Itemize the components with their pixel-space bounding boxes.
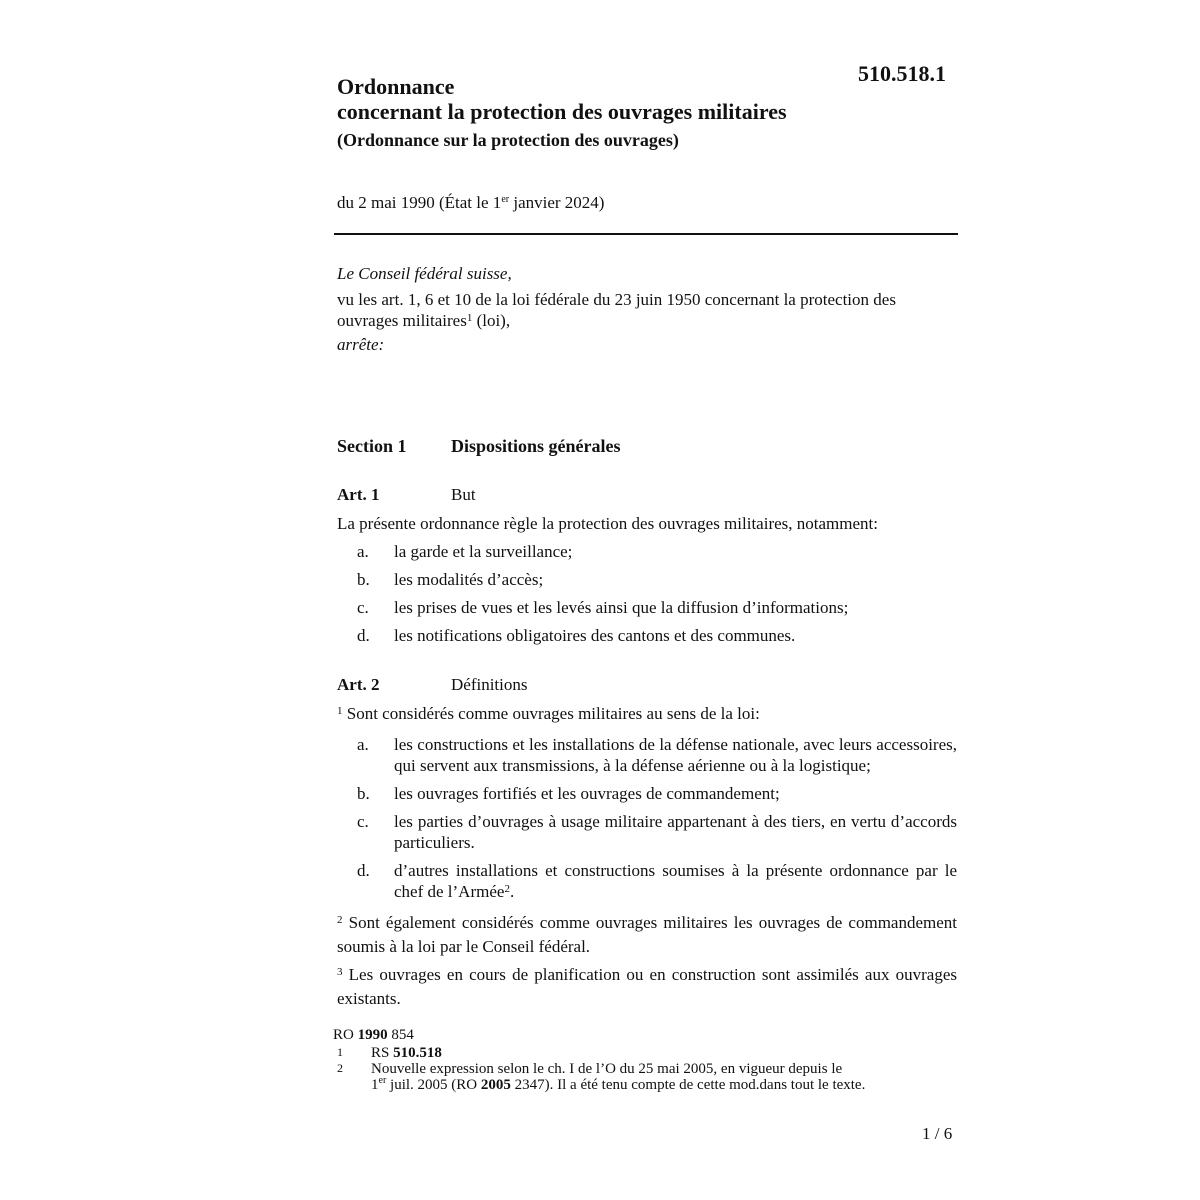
document-title (337, 74, 897, 152)
article-2-body (337, 703, 957, 1016)
list-item (337, 597, 957, 618)
title-line-2: concernant la protection des ouvrages militaires (337, 99, 787, 124)
preamble-basis-text: vu les art. 1, 6 et 10 de la loi fédérale du 23 juin 1950 concernant la protection des ouvrages militaires (337, 290, 896, 330)
preamble-basis-end: (loi), (472, 311, 511, 330)
section-title: Dispositions générales (451, 436, 621, 456)
date-suffix: janvier 2024) (509, 193, 605, 212)
footnotes (333, 1027, 933, 1095)
list-item (337, 860, 957, 905)
list-item (337, 541, 957, 562)
preamble-basis (337, 289, 957, 355)
document-date (337, 193, 604, 213)
list-text: la garde et la surveillance; (394, 542, 573, 561)
list-text: les notifications obligatoires des cantons et des communes. (394, 626, 796, 645)
header-divider (334, 233, 958, 235)
article-2-paragraph-1 (337, 703, 957, 727)
article-2-title: Définitions (451, 675, 528, 694)
footnote-2 (333, 1061, 933, 1095)
list-text-end: . (509, 882, 515, 901)
list-letter: c. (357, 812, 369, 831)
footnote-text: 2347). Il a été tenu compte de cette mod.dans tout le texte. (510, 1077, 866, 1093)
list-text: les constructions et les installations de la défense nationale, avec leurs accessoires, qui servent aux transmissions, à la défense aérienne ou à la logistique; (394, 735, 957, 775)
sr-number: 510.518.1 (858, 61, 946, 86)
list-letter: a. (357, 542, 369, 561)
list-letter: b. (357, 784, 370, 803)
article-2-number: Art. 2 (337, 675, 380, 694)
footnote-text: Nouvelle expression selon le ch. I de l’O du 25 mai 2005, en vigueur depuis le (371, 1061, 843, 1077)
list-item (337, 783, 957, 804)
list-letter: d. (357, 626, 370, 645)
paragraph-text: Sont également considérés comme ouvrages militaires les ouvrages de commandement soumis à la loi par le Conseil fédéral. (337, 913, 957, 956)
ro-year: 1990 (357, 1027, 388, 1043)
list-item (337, 734, 957, 776)
footnote-ref-1[interactable]: 1 (466, 312, 473, 324)
preamble (337, 263, 957, 360)
list-letter: c. (357, 598, 369, 617)
list-text: les parties d’ouvrages à usage militaire appartenant à des tiers, en vertu d’accords particuliers. (394, 812, 957, 852)
article-1-heading (337, 485, 957, 505)
footnote-number: 2 (337, 1061, 343, 1075)
list-item (337, 811, 957, 853)
footnote-number: 1 (337, 1045, 343, 1059)
paragraph-number: 3 (337, 966, 343, 978)
list-item (337, 569, 957, 590)
section-heading (337, 436, 957, 457)
list-text: d’autres installations et constructions soumises à la présente ordonnance par le chef de l’Armée (394, 861, 957, 901)
article-2-heading (337, 675, 957, 695)
footnote-ref-2[interactable]: 2 (504, 883, 510, 895)
footnote-text: juil. 2005 (RO (386, 1077, 481, 1093)
list-letter: b. (357, 570, 370, 589)
date-sup: er (501, 194, 510, 205)
ro-prefix: RO (333, 1027, 358, 1043)
article-2-list (337, 734, 957, 905)
paragraph-text: Les ouvrages en cours de planification ou en construction sont assimilés aux ouvrages existants. (337, 965, 957, 1008)
article-1-list (337, 541, 957, 646)
list-text: les prises de vues et les levés ainsi que la diffusion d’informations; (394, 598, 849, 617)
short-title: (Ordonnance sur la protection des ouvrages) (337, 130, 679, 150)
list-text: les ouvrages fortifiés et les ouvrages de commandement; (394, 784, 780, 803)
footnote-sup: er (378, 1075, 387, 1086)
preamble-decree: arrête: (337, 335, 385, 354)
footnote-ref-link[interactable]: 510.518 (393, 1045, 442, 1061)
ro-reference (333, 1027, 933, 1043)
footnote-1 (333, 1045, 933, 1061)
list-letter: a. (357, 735, 369, 754)
preamble-authority: Le Conseil fédéral suisse, (337, 264, 512, 283)
article-1-intro: La présente ordonnance règle la protection des ouvrages militaires, notamment: (337, 514, 878, 533)
date-prefix: du 2 mai 1990 (État le 1 (337, 193, 502, 212)
paragraph-number: 2 (337, 914, 343, 926)
footnote-text: RS (371, 1045, 394, 1061)
article-1-body (337, 513, 957, 653)
page-number: 1 / 6 (922, 1124, 953, 1143)
article-1-number: Art. 1 (337, 485, 380, 504)
article-2-paragraph-2 (337, 912, 957, 957)
ro-page: 854 (387, 1027, 414, 1043)
article-1-title: But (451, 485, 476, 504)
article-2-paragraph-3 (337, 964, 957, 1009)
list-text: les modalités d’accès; (394, 570, 544, 589)
list-item (337, 625, 957, 646)
section-number: Section 1 (337, 436, 407, 456)
list-letter: d. (357, 861, 370, 880)
title-line-1: Ordonnance (337, 74, 455, 99)
footnote-bold: 2005 (480, 1077, 511, 1093)
footnote-text: 1 (371, 1077, 379, 1093)
paragraph-text: Sont considérés comme ouvrages militaires au sens de la loi: (342, 704, 760, 723)
paragraph-number: 1 (337, 705, 343, 717)
